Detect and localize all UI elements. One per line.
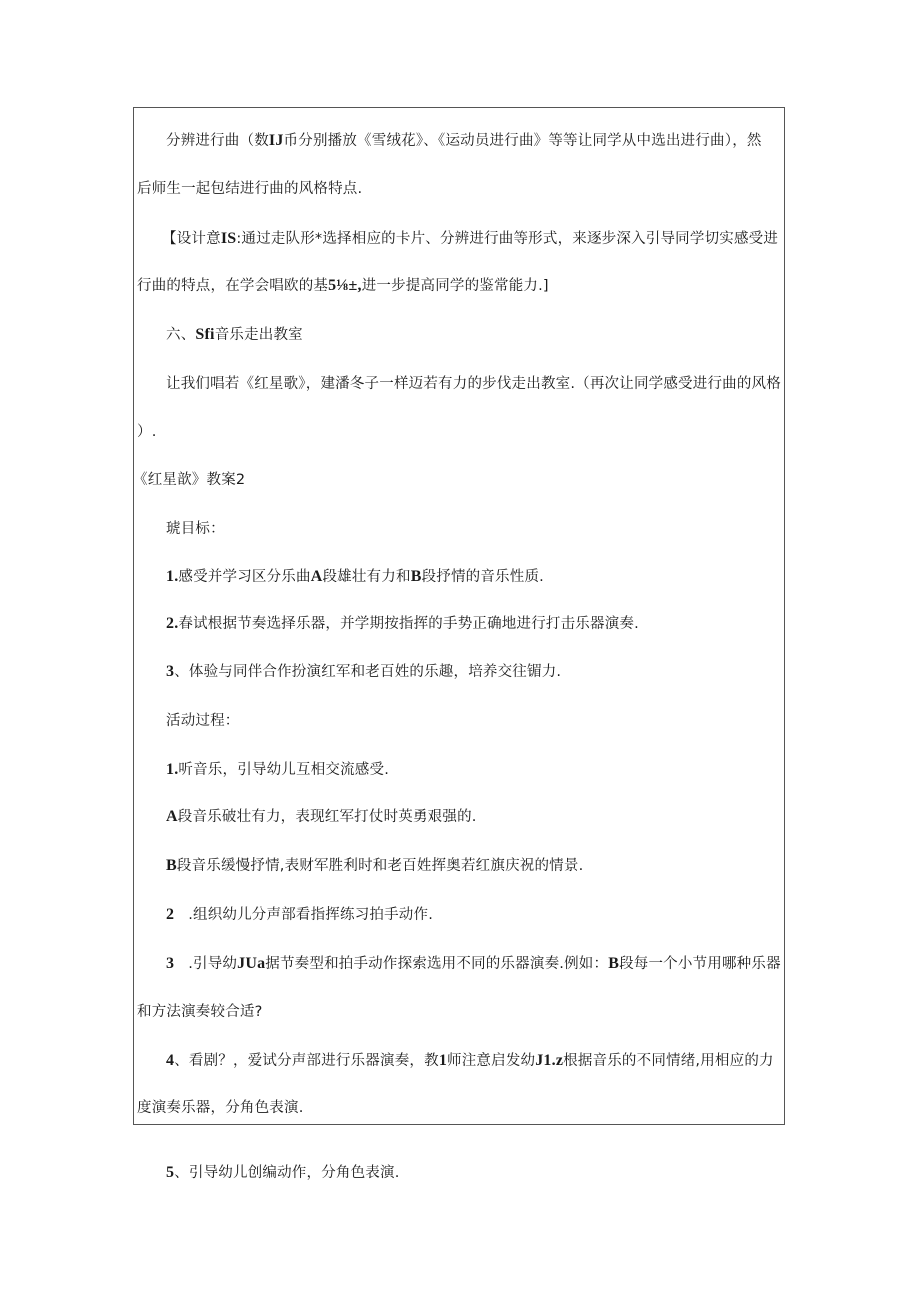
text: 段音乐破壮有力，表现红军打仗时英勇艰强的. bbox=[177, 809, 477, 825]
section-heading bbox=[166, 325, 303, 345]
page-title bbox=[133, 470, 245, 490]
text: B bbox=[166, 857, 177, 874]
list-item bbox=[166, 662, 561, 682]
text: :通过走队形*选择相应的卡片、分辨进行曲等形式，来逐步深入引导同学切实感受进 bbox=[236, 231, 779, 247]
text: 让我们唱若《红星歌》，建潘冬子一样迈若有力的步伐走出教室.（再次让同学感受进行曲的风格 bbox=[166, 376, 781, 392]
text: 段音乐缓慢抒情,表财军胜利时和老百姓挥奥若红旗庆祝的情景. bbox=[176, 858, 584, 874]
text: 段抒情的音乐性质. bbox=[421, 569, 544, 585]
text: 【设计意 bbox=[162, 231, 221, 247]
text: 1 bbox=[438, 1052, 448, 1069]
list-item bbox=[166, 760, 389, 780]
text: 、引导幼儿创编动作，分角色表演. bbox=[174, 1165, 400, 1181]
text: 后师生一起包结进行曲的风格特点. bbox=[137, 181, 363, 197]
paragraph-line bbox=[137, 1098, 304, 1118]
text: 行曲的特点，在学会唱欧的基 bbox=[137, 278, 329, 294]
text: 《红星歆》教案2 bbox=[133, 472, 246, 488]
list-item bbox=[166, 1163, 400, 1183]
text: 六、 bbox=[166, 327, 196, 343]
list-item bbox=[166, 1051, 774, 1071]
text: 段雄壮有力和 bbox=[322, 569, 411, 585]
text: B bbox=[410, 568, 422, 585]
text: A bbox=[310, 568, 323, 585]
text: 3 bbox=[166, 955, 175, 972]
text: 3 bbox=[166, 663, 175, 680]
text: 1. bbox=[166, 761, 179, 778]
paragraph-line bbox=[137, 179, 362, 199]
text: IS bbox=[220, 230, 237, 247]
paragraph-line bbox=[166, 374, 781, 394]
text: 、看剧？，爱试分声部进行乐器演奏，教 bbox=[174, 1053, 439, 1069]
text: 据节奏型和拍手动作探索选用不同的乐器演奏.例如： bbox=[265, 956, 609, 972]
text: .组织幼儿分声部看指挥练习拍手动作. bbox=[188, 907, 434, 923]
list-item bbox=[166, 905, 433, 925]
text: 5⅛±, bbox=[328, 277, 362, 294]
text: ）. bbox=[137, 424, 157, 440]
text: 听音乐，引导幼儿互相交流感受. bbox=[178, 762, 390, 778]
text: 、体验与同伴合作扮演红军和老百姓的乐趣，培养交往镅力. bbox=[174, 664, 562, 680]
text: 币分别播放《雪绒花》、《运动员进行曲》等等让同学从中选出进行曲），然 bbox=[283, 133, 762, 149]
paragraph-line bbox=[137, 1002, 263, 1022]
text: 进一步提高同学的鉴常能力.] bbox=[361, 278, 549, 294]
list-item bbox=[166, 567, 544, 587]
text: 感受并学习区分乐曲 bbox=[178, 569, 311, 585]
text: 2 bbox=[166, 906, 175, 923]
paragraph-line bbox=[162, 229, 778, 249]
paragraph-line bbox=[137, 422, 157, 442]
text: JUa bbox=[237, 955, 266, 972]
paragraph-line bbox=[166, 856, 583, 876]
text: 琥目标： bbox=[166, 521, 225, 537]
text: 分辨进行曲（数 bbox=[166, 133, 269, 149]
text: 2. bbox=[166, 615, 179, 632]
list-item bbox=[166, 614, 639, 634]
paragraph-line bbox=[166, 131, 762, 151]
text: 春试根据节奏选择乐器，并学期按指挥的手势正确地进行打击乐器演奏. bbox=[178, 616, 639, 632]
text: 师注意启发幼 bbox=[447, 1053, 536, 1069]
text: A bbox=[166, 808, 178, 825]
list-item bbox=[166, 954, 781, 974]
paragraph-line bbox=[137, 276, 549, 296]
text: 度演奏乐器，分角色表演. bbox=[137, 1100, 304, 1116]
text: Sfi bbox=[195, 326, 215, 343]
paragraph-line bbox=[166, 711, 240, 731]
text: 音乐走出教室 bbox=[214, 327, 303, 343]
text: 和方法演奏较合适? bbox=[137, 1004, 263, 1020]
paragraph-line bbox=[166, 807, 477, 827]
text: IJ bbox=[268, 132, 284, 149]
text: B bbox=[608, 955, 620, 972]
text: 活动过程： bbox=[166, 713, 240, 729]
text: 根据音乐的不同情绪,用相应的力 bbox=[563, 1053, 774, 1069]
text: 4 bbox=[166, 1052, 175, 1069]
text: 5 bbox=[166, 1164, 175, 1181]
text: 1. bbox=[166, 568, 179, 585]
text: J1.z bbox=[535, 1052, 564, 1069]
text: 段每一个小节用哪种乐器 bbox=[619, 956, 781, 972]
text: .引导幼 bbox=[188, 956, 238, 972]
paragraph-line bbox=[166, 519, 225, 539]
